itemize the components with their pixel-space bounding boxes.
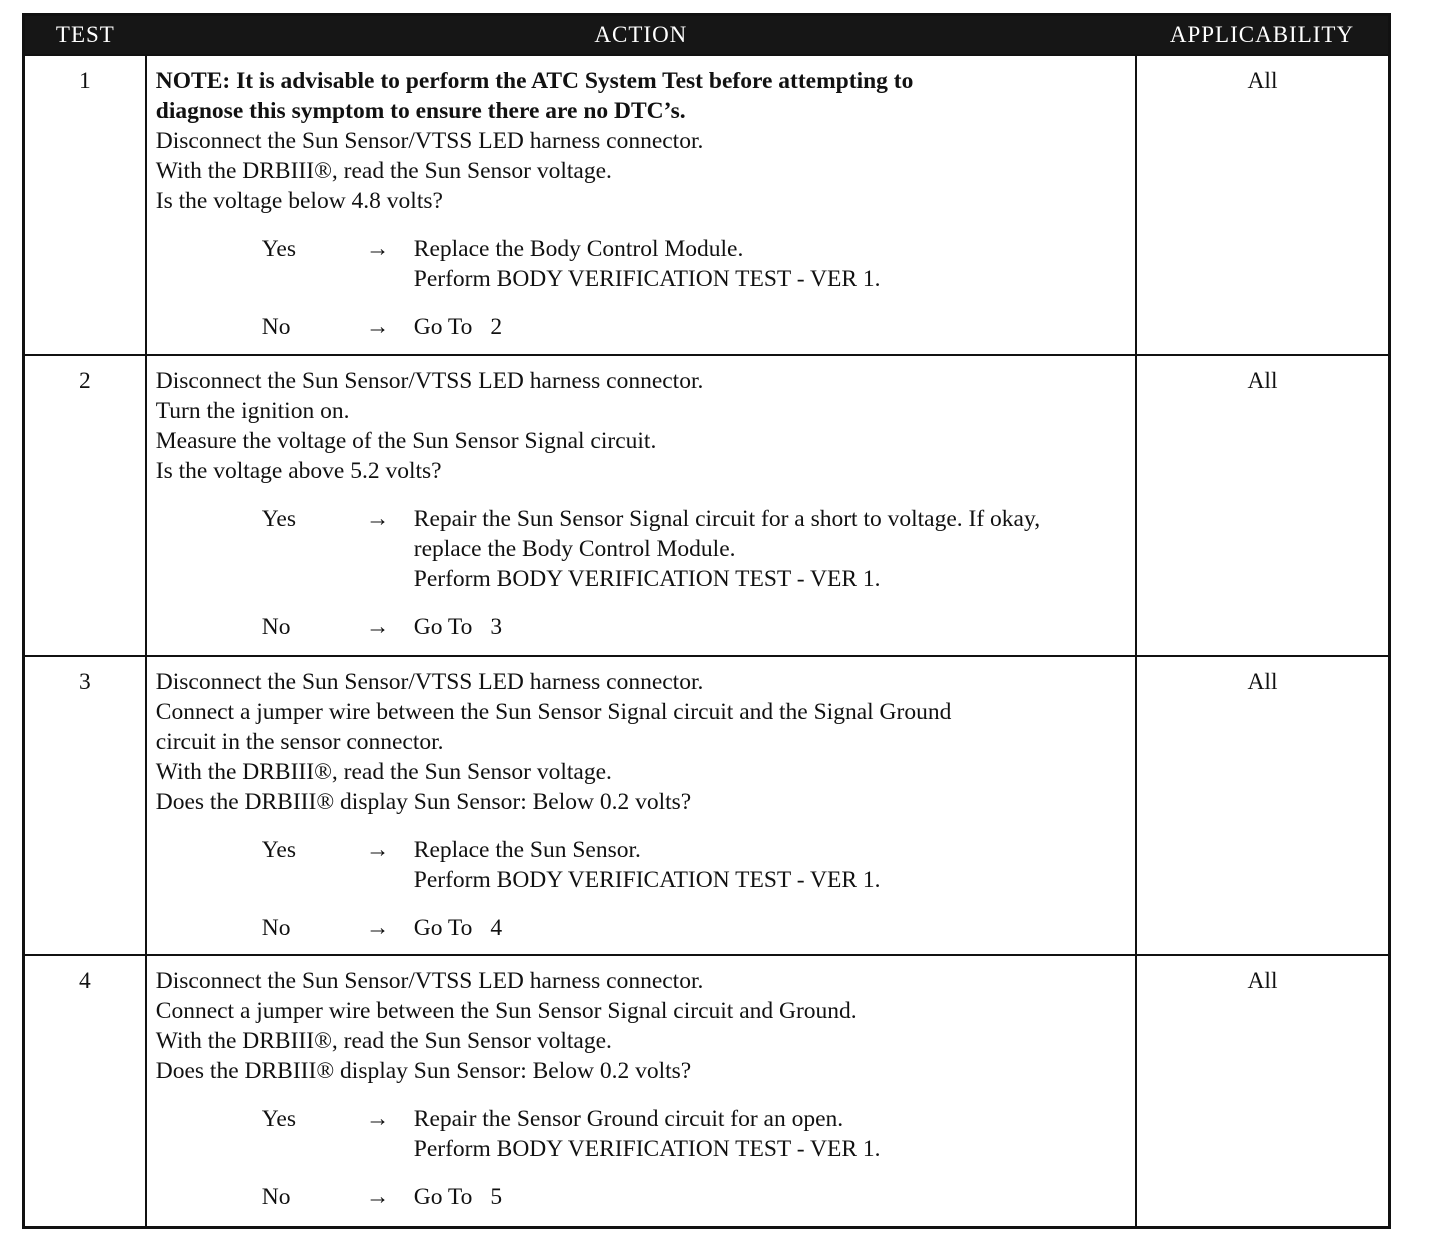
test-number: 3	[24, 656, 146, 955]
no-outcome	[262, 1182, 1129, 1212]
step-line: Is the voltage below 4.8 volts?	[155, 188, 443, 214]
right-arrow-icon: →	[365, 1184, 390, 1210]
header-applicability: APPLICABILITY	[1136, 15, 1390, 56]
no-result	[414, 913, 1129, 943]
applicability-value: All	[1136, 55, 1390, 355]
test-number: 2	[24, 355, 146, 656]
step-line: Turn the ignition on.	[155, 398, 350, 424]
step-line: Disconnect the Sun Sensor/VTSS LED harness connector.	[155, 368, 704, 394]
yes-result	[414, 1104, 1129, 1164]
table-row	[24, 355, 1390, 656]
yes-label: Yes	[261, 236, 296, 262]
goto-label: Go To	[413, 915, 473, 941]
yes-result-line: Repair the Sensor Ground circuit for an open.	[413, 1106, 844, 1132]
header-row	[24, 15, 1390, 56]
no-label: No	[261, 1184, 291, 1210]
note-line: diagnose this symptom to ensure there are no DTC’s.	[155, 98, 686, 124]
yes-outcome	[262, 504, 1129, 594]
goto-label: Go To	[413, 314, 473, 340]
applicability-value: All	[1136, 656, 1390, 955]
yes-result-line: Perform BODY VERIFICATION TEST - VER 1.	[413, 867, 881, 893]
no-outcome	[262, 312, 1129, 342]
goto-step-number: 5	[490, 1184, 503, 1210]
yes-label: Yes	[261, 506, 296, 532]
yes-result-line: Perform BODY VERIFICATION TEST - VER 1.	[413, 566, 881, 592]
step-line: With the DRBIII®, read the Sun Sensor voltage.	[155, 759, 612, 785]
action-cell	[146, 955, 1136, 1227]
yes-outcome	[262, 234, 1129, 294]
yes-result	[414, 504, 1129, 594]
yes-result-line: replace the Body Control Module.	[413, 536, 736, 562]
step-line: Connect a jumper wire between the Sun Sensor Signal circuit and Ground.	[155, 998, 857, 1024]
test-number: 4	[24, 955, 146, 1227]
table-row	[24, 955, 1390, 1227]
yes-result-line: Perform BODY VERIFICATION TEST - VER 1.	[413, 1136, 881, 1162]
header-test: TEST	[24, 15, 146, 56]
step-line: Connect a jumper wire between the Sun Sensor Signal circuit and the Signal Ground	[155, 699, 952, 725]
step-line: Does the DRBIII® display Sun Sensor: Below 0.2 volts?	[155, 789, 692, 815]
right-arrow-icon: →	[365, 506, 390, 532]
step-line: With the DRBIII®, read the Sun Sensor voltage.	[155, 1028, 612, 1054]
no-outcome	[262, 612, 1129, 642]
yes-result	[414, 835, 1129, 895]
right-arrow-icon: →	[365, 614, 390, 640]
no-label: No	[261, 915, 291, 941]
yes-result-line: Replace the Body Control Module.	[413, 236, 744, 262]
action-cell	[146, 55, 1136, 355]
table-row	[24, 656, 1390, 955]
goto-step-number: 3	[490, 614, 503, 640]
step-line: Disconnect the Sun Sensor/VTSS LED harness connector.	[155, 128, 704, 154]
right-arrow-icon: →	[365, 314, 390, 340]
applicability-value: All	[1136, 355, 1390, 656]
no-result	[414, 312, 1129, 342]
table-row	[24, 55, 1390, 355]
goto-label: Go To	[413, 614, 473, 640]
diagnostic-test-table	[22, 13, 1391, 1229]
right-arrow-icon: →	[365, 915, 390, 941]
yes-result-line: Replace the Sun Sensor.	[413, 837, 641, 863]
header-action: ACTION	[146, 15, 1136, 56]
action-cell	[146, 656, 1136, 955]
no-label: No	[261, 314, 291, 340]
goto-step-number: 2	[490, 314, 503, 340]
no-result	[414, 1182, 1129, 1212]
step-line: Disconnect the Sun Sensor/VTSS LED harness connector.	[155, 669, 704, 695]
yes-label: Yes	[261, 1106, 296, 1132]
action-cell	[146, 355, 1136, 656]
note-line: NOTE: It is advisable to perform the ATC System Test before attempting to	[155, 68, 914, 94]
yes-result	[414, 234, 1129, 294]
goto-step-number: 4	[490, 915, 503, 941]
no-outcome	[262, 913, 1129, 943]
yes-label: Yes	[261, 837, 296, 863]
yes-outcome	[262, 1104, 1129, 1164]
no-result	[414, 612, 1129, 642]
yes-result-line: Perform BODY VERIFICATION TEST - VER 1.	[413, 266, 881, 292]
right-arrow-icon: →	[365, 837, 390, 863]
yes-result-line: Repair the Sun Sensor Signal circuit for a short to voltage. If okay,	[413, 506, 1041, 532]
applicability-value: All	[1136, 955, 1390, 1227]
right-arrow-icon: →	[365, 236, 390, 262]
right-arrow-icon: →	[365, 1106, 390, 1132]
test-number: 1	[24, 55, 146, 355]
step-line: Is the voltage above 5.2 volts?	[155, 458, 442, 484]
goto-label: Go To	[413, 1184, 473, 1210]
yes-outcome	[262, 835, 1129, 895]
step-line: Measure the voltage of the Sun Sensor Signal circuit.	[155, 428, 657, 454]
step-line: Disconnect the Sun Sensor/VTSS LED harness connector.	[155, 968, 704, 994]
step-line: With the DRBIII®, read the Sun Sensor voltage.	[155, 158, 612, 184]
step-line: Does the DRBIII® display Sun Sensor: Below 0.2 volts?	[155, 1058, 692, 1084]
no-label: No	[261, 614, 291, 640]
step-line: circuit in the sensor connector.	[155, 729, 444, 755]
